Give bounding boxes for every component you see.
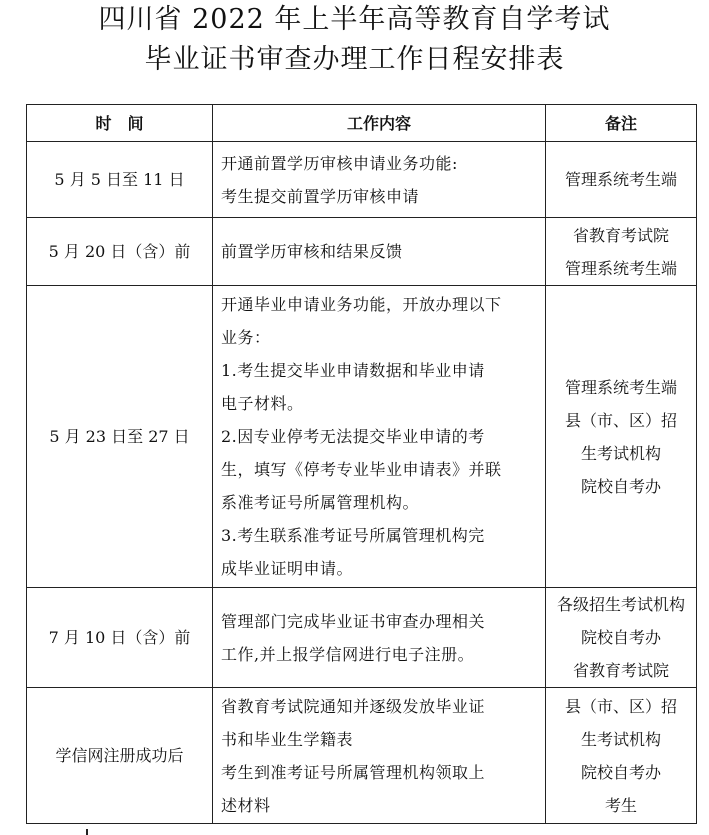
work-line: 业务： xyxy=(221,328,271,347)
work-line: 2.因专业停考无法提交毕业申请的考 xyxy=(221,427,485,446)
note-line: 管理系统考生端 xyxy=(564,170,677,189)
time-cell: 学信网注册成功后 xyxy=(27,688,213,824)
note-line: 院校自考办 xyxy=(580,476,661,496)
note-line: 县（市、区）招 xyxy=(564,410,677,430)
work-line: 系准考证号所属管理机构。 xyxy=(221,493,420,512)
note-line: 省教育考试院 xyxy=(572,661,669,680)
time-cell: 7 月 10 日（含）前 xyxy=(27,588,213,688)
header-work-content: 工作内容 xyxy=(213,105,546,142)
note-cell xyxy=(546,142,697,218)
work-line: 电子材料。 xyxy=(221,394,304,413)
work-line: 开通毕业申请业务功能，开放办理以下 xyxy=(221,295,502,314)
table-row xyxy=(27,218,697,286)
time-cell: 5 月 20 日（含）前 xyxy=(27,218,213,286)
note-line: 管理系统考生端 xyxy=(564,377,677,397)
time-cell: 5 月 5 日至 11 日 xyxy=(27,142,213,218)
table-row xyxy=(27,688,697,824)
work-line: 生，填写《停考专业毕业申请表》并联 xyxy=(221,460,502,479)
note-line: 省教育考试院 xyxy=(572,225,669,245)
note-line: 生考试机构 xyxy=(580,729,661,749)
work-content-cell xyxy=(213,688,546,824)
note-line: 考生 xyxy=(604,795,637,815)
page-edge-mark xyxy=(86,829,88,835)
work-content-cell xyxy=(213,286,546,588)
work-line: 述材料 xyxy=(221,795,271,815)
work-line: 考生到准考证号所属管理机构领取上 xyxy=(221,762,486,782)
note-line: 管理系统考生端 xyxy=(564,258,677,278)
document-title-line-2: 毕业证书审查办理工作日程安排表 xyxy=(144,44,565,75)
work-line: 工作,并上报学信网进行电子注册。 xyxy=(221,644,475,664)
note-cell xyxy=(546,286,697,588)
header-time: 时 间 xyxy=(27,105,213,142)
work-line: 成毕业证明申请。 xyxy=(221,559,354,578)
table-header-row xyxy=(27,105,697,142)
work-line: 开通前置学历审核申请业务功能: xyxy=(221,153,458,173)
time-cell: 5 月 23 日至 27 日 xyxy=(27,286,213,588)
note-cell xyxy=(546,588,697,688)
note-cell xyxy=(546,688,697,824)
work-line: 省教育考试院通知并逐级发放毕业证 xyxy=(221,696,486,716)
work-line: 管理部门完成毕业证书审查办理相关 xyxy=(221,611,486,631)
schedule-table xyxy=(26,104,697,824)
note-line: 各级招生考试机构 xyxy=(556,595,685,614)
work-line: 书和毕业生学籍表 xyxy=(221,729,354,749)
work-line: 3.考生联系准考证号所属管理机构完 xyxy=(221,526,485,545)
note-cell xyxy=(546,218,697,286)
work-line: 前置学历审核和结果反馈 xyxy=(221,242,403,261)
work-content-cell xyxy=(213,588,546,688)
table-row xyxy=(27,142,697,218)
work-content-cell xyxy=(213,142,546,218)
work-line: 1.考生提交毕业申请数据和毕业申请 xyxy=(221,361,485,380)
work-line: 考生提交前置学历审核申请 xyxy=(221,186,420,206)
document-title-line-1: 四川省 2022 年上半年高等教育自学考试 xyxy=(98,4,611,35)
work-content-cell xyxy=(213,218,546,286)
header-note: 备注 xyxy=(546,105,697,142)
note-line: 生考试机构 xyxy=(580,443,661,463)
note-line: 院校自考办 xyxy=(580,628,661,647)
note-line: 县（市、区）招 xyxy=(564,696,677,716)
note-line: 院校自考办 xyxy=(580,762,661,782)
table-row xyxy=(27,286,697,588)
table-row xyxy=(27,588,697,688)
